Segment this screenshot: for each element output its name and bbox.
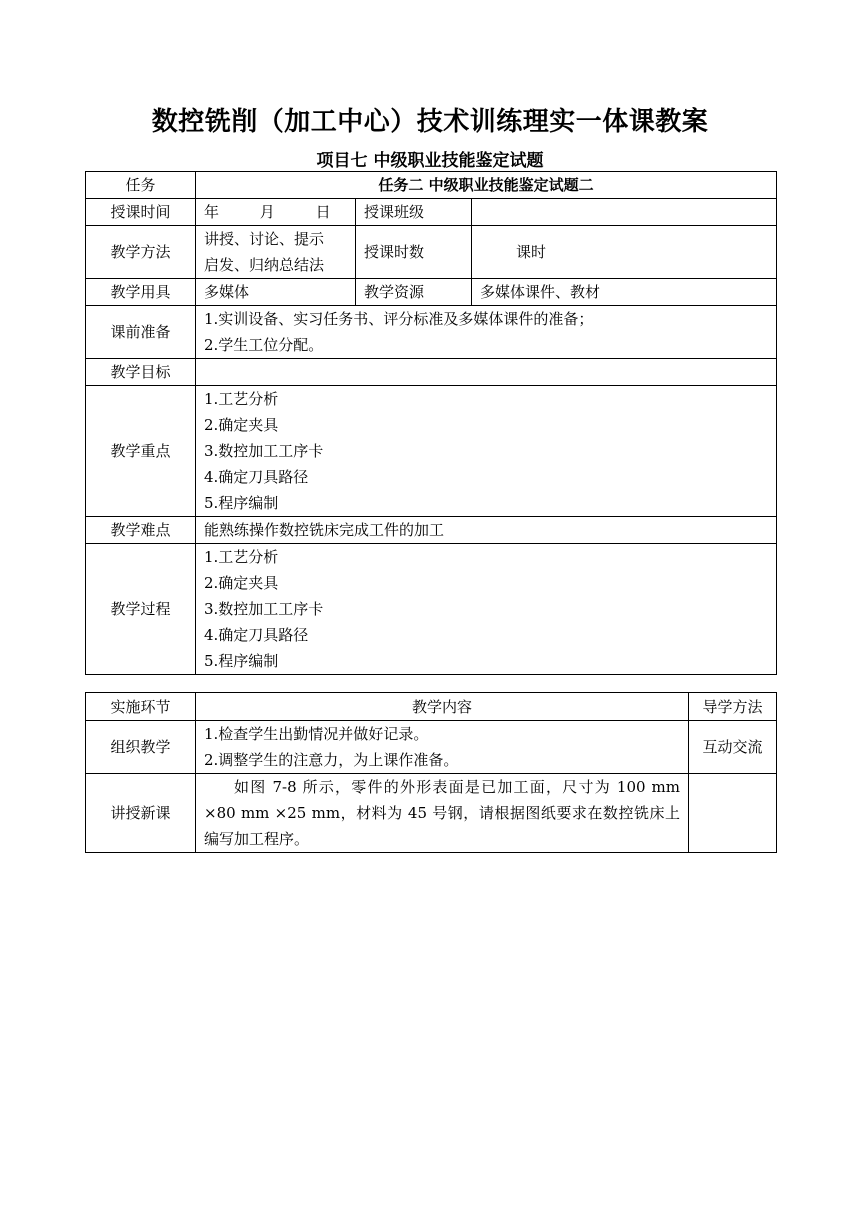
class-label: 授课班级 [356,199,472,226]
stage-cell: 组织教学 [86,721,196,774]
key-label: 教学重点 [86,386,196,517]
goal-label: 教学目标 [86,359,196,386]
teaching-process-table [85,692,777,853]
prep-line: 1.实训设备、实习任务书、评分标准及多媒体课件的准备； [204,310,594,328]
method-value-line: 讲授、讨论、提示 [204,230,325,248]
time-year: 年 [204,203,220,221]
resources-value: 多媒体课件、教材 [472,279,777,306]
tools-value: 多媒体 [196,279,356,306]
stage-cell: 讲授新课 [86,774,196,853]
time-label: 授课时间 [86,199,196,226]
table-row [86,774,777,853]
class-value [472,199,777,226]
time-day: 日 [315,203,331,221]
prep-value [196,306,777,359]
table-header-row [86,693,777,721]
process-line: 2.确定夹具 [204,574,279,592]
goal-value [196,359,777,386]
time-value [196,199,356,226]
process-line: 4.确定刀具路径 [204,626,309,644]
table-row [86,359,777,386]
key-line: 2.确定夹具 [204,416,279,434]
table-row [86,306,777,359]
method-value [196,226,356,279]
content-line: 1.检查学生出勤情况并做好记录。 [204,725,429,743]
method-label: 教学方法 [86,226,196,279]
table-row [86,279,777,306]
header-method: 导学方法 [689,693,777,721]
document-subtitle: 项目七 中级职业技能鉴定试题 [316,151,544,171]
difficulty-label: 教学难点 [86,517,196,544]
process-line: 5.程序编制 [204,652,279,670]
difficulty-value: 能熟练操作数控铣床完成工件的加工 [196,517,777,544]
table-row [86,544,777,675]
time-month: 月 [259,203,275,221]
table-row [86,199,777,226]
document-title: 数控铣削（加工中心）技术训练理实一体课教案 [151,107,709,137]
key-line: 4.确定刀具路径 [204,468,309,486]
table-row [86,517,777,544]
hours-label: 授课时数 [356,226,472,279]
table-row [86,721,777,774]
resources-label: 教学资源 [356,279,472,306]
hours-value: 课时 [472,226,777,279]
content-cell [196,721,689,774]
header-content: 教学内容 [196,693,689,721]
task-label: 任务 [86,172,196,199]
prep-line: 2.学生工位分配。 [204,336,324,354]
key-line: 5.程序编制 [204,494,279,512]
content-line: 2.调整学生的注意力，为上课作准备。 [204,751,459,769]
table-row [86,172,777,199]
key-line: 3.数控加工工序卡 [204,442,324,460]
header-stage: 实施环节 [86,693,196,721]
key-line: 1.工艺分析 [204,390,279,408]
process-line: 3.数控加工工序卡 [204,600,324,618]
method-cell: 互动交流 [689,721,777,774]
key-value [196,386,777,517]
process-value [196,544,777,675]
lesson-info-table [85,171,777,675]
method-value-line: 启发、归纳总结法 [204,256,325,274]
content-paragraph: 如图 7-8 所示，零件的外形表面是已加工面，尺寸为 100 mm ×80 mm ×25 mm，材料为 45 号钢，请根据图纸要求在数控铣床上编写加工程序。 [196,774,689,853]
method-cell [689,774,777,853]
tools-label: 教学用具 [86,279,196,306]
table-row [86,386,777,517]
process-label: 教学过程 [86,544,196,675]
prep-label: 课前准备 [86,306,196,359]
task-value: 任务二 中级职业技能鉴定试题二 [196,172,777,199]
process-line: 1.工艺分析 [204,548,279,566]
table-row [86,226,777,279]
